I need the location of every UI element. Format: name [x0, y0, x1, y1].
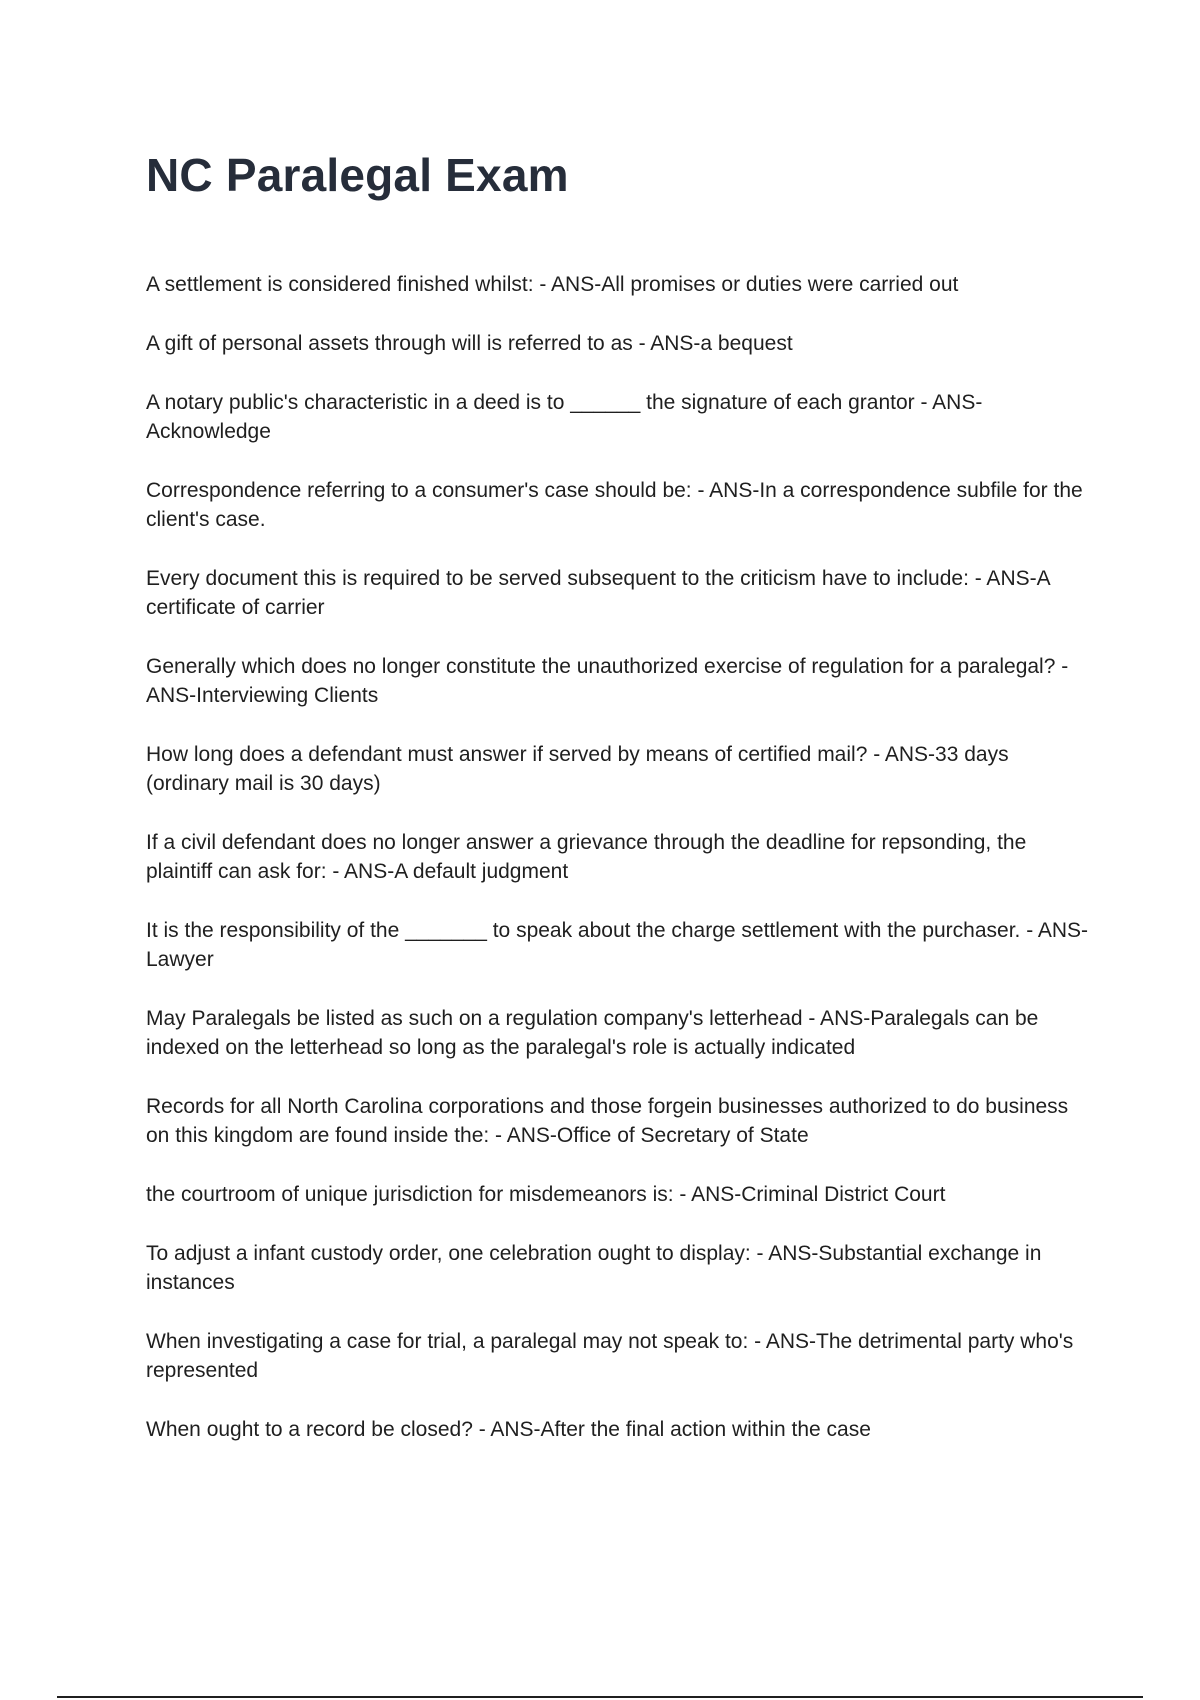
qa-item-3: A notary public's characteristic in a deed is to ______ the signature of each grantor - ANS-Acknowledge [146, 391, 983, 443]
qa-item-4: Correspondence referring to a consumer's case should be: - ANS-In a correspondence subfile for the client's case. [146, 479, 1083, 531]
qa-item-6: Generally which does no longer constitute the unauthorized exercise of regulation for a paralegal? - ANS-Interviewing Clients [146, 655, 1069, 707]
qa-item-15: When ought to a record be closed? - ANS-After the final action within the case [146, 1418, 871, 1441]
qa-item-11: Records for all North Carolina corporations and those forgein businesses authorized to do business on this kingdom are found inside the: - ANS-Office of Secretary of State [146, 1095, 1069, 1147]
qa-item-1: A settlement is considered finished whilst: - ANS-All promises or duties were carried out [146, 273, 959, 296]
qa-item-2: A gift of personal assets through will is referred to as - ANS-a bequest [146, 332, 793, 355]
qa-item-5: Every document this is required to be served subsequent to the criticism have to include: - ANS-A certificate of carrier [146, 567, 1050, 619]
qa-item-9: It is the responsibility of the _______ to speak about the charge settlement with the purchaser. - ANS-Lawyer [146, 919, 1089, 971]
qa-item-7: How long does a defendant must answer if served by means of certified mail? - ANS-33 days (ordinary mail is 30 days) [146, 743, 1009, 795]
qa-item-14: When investigating a case for trial, a paralegal may not speak to: - ANS-The detrimental party who's represented [146, 1330, 1074, 1382]
document-title: NC Paralegal Exam [146, 149, 569, 201]
question-answer-list [146, 270, 1096, 1474]
qa-item-13: To adjust a infant custody order, one celebration ought to display: - ANS-Substantial exchange in instances [146, 1242, 1042, 1294]
qa-item-8: If a civil defendant does no longer answer a grievance through the deadline for repsonding, the plaintiff can ask for: - ANS-A default judgment [146, 831, 1027, 883]
page-bottom-divider [57, 1696, 1143, 1698]
qa-item-10: May Paralegals be listed as such on a regulation company's letterhead - ANS-Paralegals can be indexed on the letterhead so long as the paralegal's role is actually indicated [146, 1007, 1039, 1059]
qa-item-12: the courtroom of unique jurisdiction for misdemeanors is: - ANS-Criminal District Court [146, 1183, 946, 1206]
